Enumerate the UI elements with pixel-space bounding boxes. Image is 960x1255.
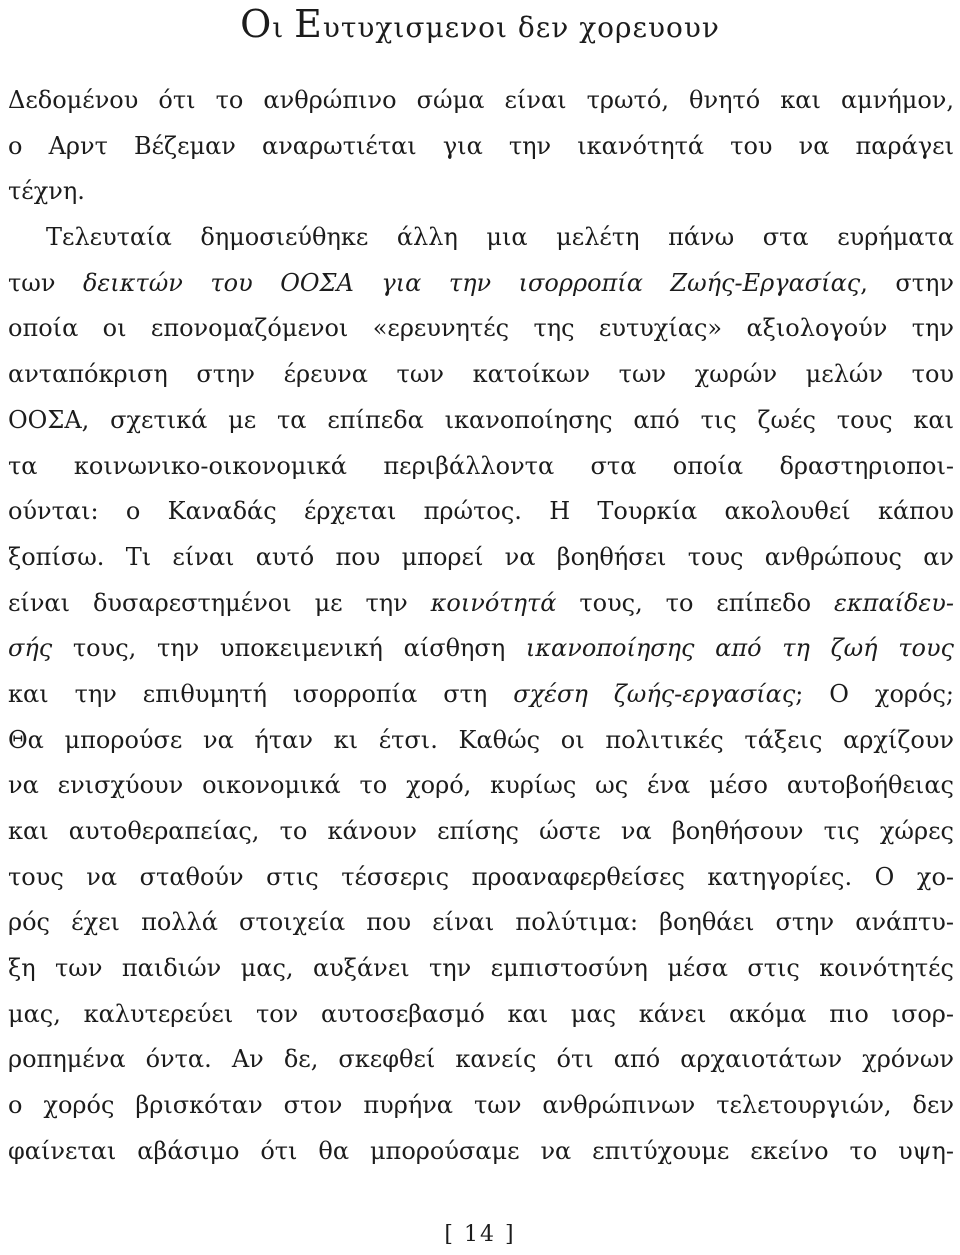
text-segment: Δεδομένου ότι το ανθρώπινο σώμα είναι τρωτό, θνητό και αμνήμον, [8, 86, 954, 114]
title-rest: υτυχισμενοι δεν χορευουν [322, 11, 720, 44]
text-segment: τα κοινωνικο-οικονομικά περιβάλλοντα στα οποία δραστηριοποι- [8, 451, 954, 480]
text-line [8, 581, 954, 627]
text-line [8, 855, 954, 901]
text-line [8, 444, 954, 490]
text-line [8, 672, 954, 718]
text-segment-italic: κοινότητά [430, 588, 557, 617]
text-segment: των [8, 268, 83, 297]
title-word-1-rest: ι [272, 11, 295, 44]
text-line [8, 626, 954, 672]
text-segment: Τελευταία δημοσιεύθηκε άλλη μια μελέτη πάνω στα ευρήματα [46, 223, 954, 252]
text-segment: και αυτοθεραπείας, το κάνουν επίσης ώστε να βοηθήσουν τις χώρες [8, 817, 954, 845]
text-segment: ανταπόκριση στην έρευνα των κατοίκων των χωρών μελών του [8, 360, 954, 389]
text-line [8, 489, 954, 535]
body-text [8, 78, 954, 1175]
text-line [8, 763, 954, 809]
text-segment: ούνται: ο Καναδάς έρχεται πρώτος. Η Τουρκία ακολουθεί κάπου [8, 497, 954, 526]
title-initial-1: Ο [240, 2, 273, 46]
text-segment: τους να σταθούν στις τέσσερις προαναφερθείσες κατηγορίες. Ο χο- [8, 862, 954, 891]
text-segment: φαίνεται αβάσιμο ότι θα μπορούσαμε να επιτύχουμε εκείνο το υψη- [8, 1136, 954, 1165]
text-segment: ο Αρντ Βέζεμαν αναρωτιέται για την ικανότητά του να παράγει [8, 131, 954, 160]
page-number: [ 14 ] [444, 1222, 516, 1247]
text-segment: τέχνη. [8, 177, 85, 206]
text-segment: και την επιθυμητή ισορροπία στη [8, 679, 514, 708]
text-segment-italic: σής [8, 634, 53, 663]
text-segment: ξη των παιδιών μας, αυξάνει την εμπιστοσύνη μέσα στις κοινότητές [8, 954, 954, 983]
text-line [8, 261, 954, 307]
text-segment: μας, καλυτερεύει τον αυτοσεβασμό και μας κάνει ακόμα πιο ισορ- [8, 999, 954, 1028]
text-segment: τους, το επίπεδο [556, 588, 834, 617]
title-initial-2: Ε [294, 2, 323, 46]
text-segment: ξοπίσω. Τι είναι αυτό που μπορεί να βοηθήσει τους ανθρώπους αν [8, 542, 954, 571]
text-line [8, 809, 954, 855]
text-line [8, 398, 954, 444]
text-segment: , στην [860, 268, 954, 297]
text-segment-italic: εκπαίδευ- [833, 588, 954, 617]
text-line [8, 78, 954, 124]
text-segment: ; Ο χορός; [795, 679, 955, 708]
text-line [8, 718, 954, 764]
text-segment: ρός έχει πολλά στοιχεία που είναι πολύτιμα: βοηθάει στην ανάπτυ- [8, 908, 954, 937]
text-line [8, 1129, 954, 1175]
text-segment: είναι δυσαρεστημένοι με την [8, 588, 431, 617]
text-line [8, 1083, 954, 1129]
text-line [8, 1037, 954, 1083]
text-line [8, 535, 954, 581]
text-segment-italic: ικανοποίησης από τη ζωή τους [525, 634, 954, 663]
text-line [8, 900, 954, 946]
text-segment: να ενισχύουν οικονομικά το χορό, κυρίως ως ένα μέσο αυτοβοήθειας [8, 771, 954, 800]
text-line [8, 352, 954, 398]
text-line [8, 306, 954, 352]
chapter-title [0, 2, 960, 50]
text-segment: ΟΟΣΑ, σχετικά με τα επίπεδα ικανοποίησης από τις ζωές τους και [8, 405, 954, 434]
text-line [8, 169, 954, 215]
text-segment: τους, την υποκειμενική αίσθηση [52, 634, 526, 663]
text-segment-italic: σχέση ζωής-εργασίας [513, 679, 796, 708]
text-line [8, 215, 954, 261]
text-segment: ροπημένα όντα. Αν δε, σκεφθεί κανείς ότι από αρχαιοτάτων χρόνων [8, 1045, 954, 1074]
text-line [8, 946, 954, 992]
text-line [8, 124, 954, 170]
text-segment: ο χορός βρισκόταν στον πυρήνα των ανθρώπινων τελετουργιών, δεν [8, 1091, 954, 1120]
text-line [8, 992, 954, 1038]
text-segment: Θα μπορούσε να ήταν κι έτσι. Καθώς οι πολιτικές τάξεις αρχίζουν [8, 725, 954, 754]
text-segment: οποία οι επονομαζόμενοι «ερευνητές της ευτυχίας» αξιολογούν την [8, 314, 954, 343]
text-segment-italic: δεικτών του ΟΟΣΑ για την ισορροπία Ζωής-Εργασίας [82, 268, 861, 297]
